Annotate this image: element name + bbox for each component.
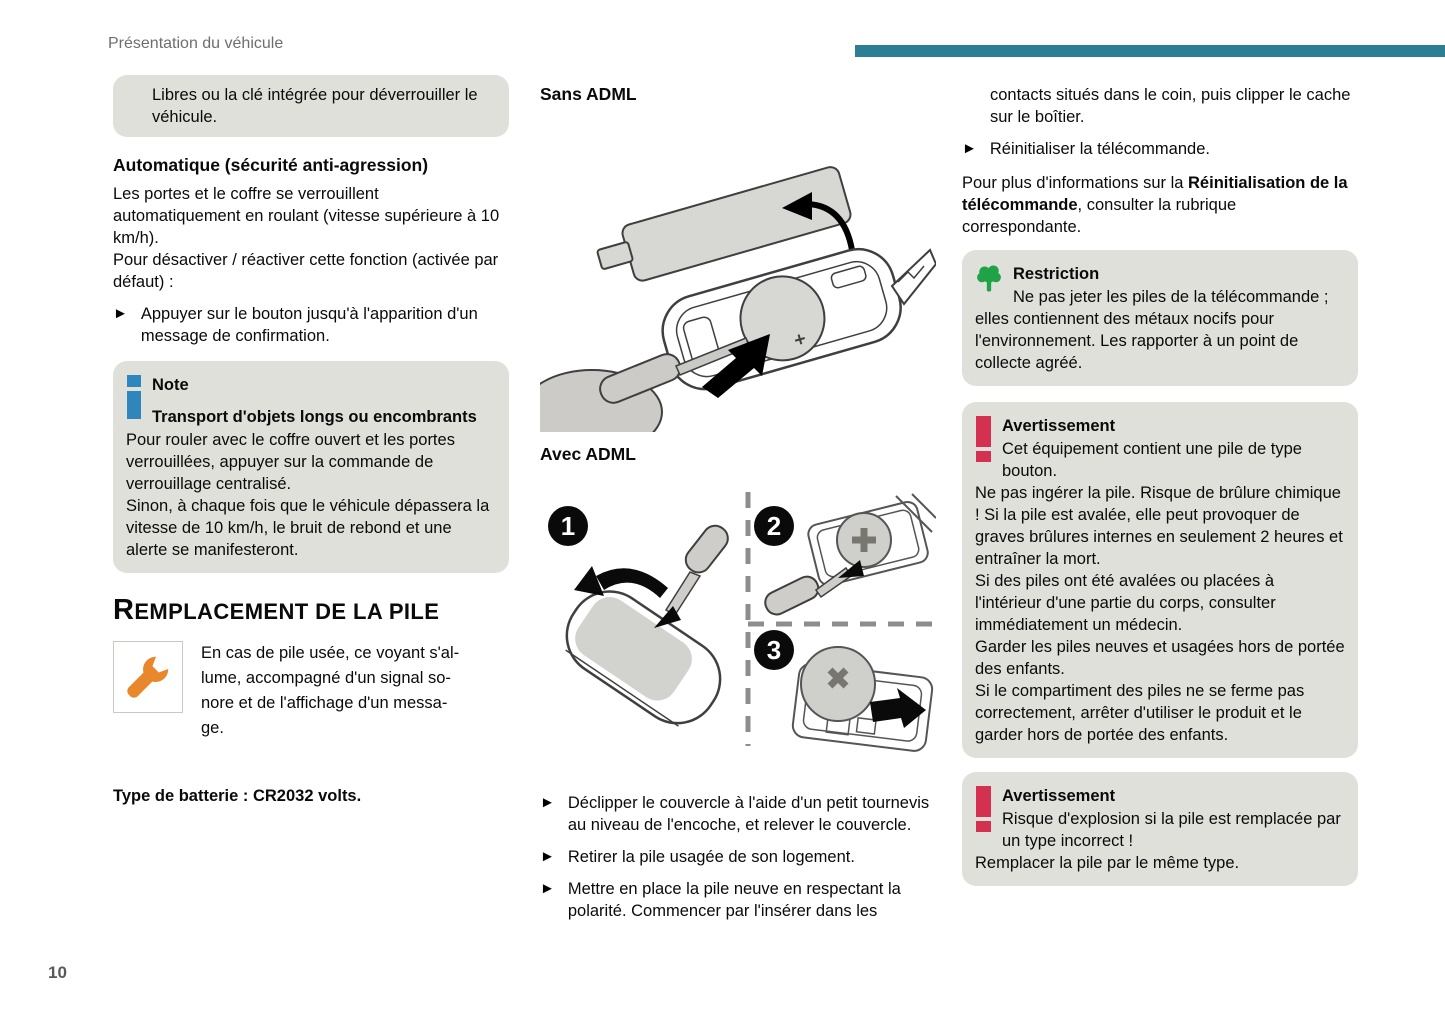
step-2-panel (754, 494, 936, 618)
arrow-bullet-icon: ► (540, 794, 555, 811)
text-line: En cas de pile usée, ce voyant s'al- (201, 644, 460, 662)
step-number: 1 (560, 511, 576, 541)
warning-exclamation-icon (976, 786, 991, 832)
restriction-title: Restriction (1013, 265, 1100, 283)
warning-title: Avertissement (1002, 787, 1116, 805)
text-line: ge. (201, 719, 224, 737)
warning-paragraph: Si des piles ont été avalées ou placées à l'intérieur d'une partie du corps, consulter immédiatement un médecin. (975, 572, 1276, 634)
note-title: Note (152, 376, 189, 394)
list-item (540, 792, 936, 836)
list-item (540, 846, 936, 868)
note-paragraph-2: Sinon, à chaque fois que le véhicule dépassera la vitesse de 10 km/h, le bruit de rebond et une alerte se manifesteront. (126, 497, 490, 559)
note-paragraph-1: Pour rouler avec le coffre ouvert et les portes verrouillées, appuyer sur la commande de verrouillage centralisé. (126, 431, 455, 493)
warning-paragraph: Risque d'explosion si la pile est remplacée par un type incorrect ! (1002, 810, 1341, 850)
note-box (113, 361, 509, 573)
instruction-list (540, 792, 936, 922)
text-line: nore et de l'affichage d'un messa- (201, 694, 448, 712)
step-number: 2 (766, 511, 782, 541)
list-item (540, 878, 936, 922)
page-header: Présentation du véhicule (108, 35, 284, 52)
avec-adml-heading: Avec ADML (540, 444, 636, 464)
warning-paragraph: Ne pas ingérer la pile. Risque de brûlure chimique ! Si la pile est avalée, elle peut provoquer de graves brûlures internes en seulement 2 heures et entraîner la mort. (975, 484, 1343, 568)
key-fob-battery-illustration (540, 122, 936, 432)
service-indicator-text (201, 641, 509, 741)
warning-paragraph: Remplacer la pile par le même type. (975, 854, 1240, 872)
warning-paragraph: Garder les piles neuves et usagées hors de portée des enfants. (975, 638, 1345, 678)
warning-exclamation-icon (976, 416, 991, 462)
arrow-bullet-icon: ► (113, 305, 128, 322)
bullet-text: Appuyer sur le bouton jusqu'à l'apparition d'un message de confirmation. (140, 305, 478, 345)
text-segment: Pour plus d'informations sur la (962, 174, 1189, 192)
step-number: 3 (766, 635, 782, 665)
bullet-text: Retirer la pile usagée de son logement. (567, 848, 855, 866)
reinit-paragraph (962, 172, 1358, 238)
bullet-text: Mettre en place la pile neuve en respectant la polarité. Commencer par l'insérer dans les (567, 880, 901, 920)
automatic-heading: Automatique (sécurité anti-agression) (113, 155, 429, 175)
arrow-bullet-icon: ► (540, 880, 555, 897)
middle-column (540, 82, 936, 922)
note-subtitle: Transport d'objets longs ou encombrants (152, 408, 477, 426)
battery-section-heading: REMPLACEMENT DE LA PILE (113, 594, 440, 626)
automatic-paragraph-2: Pour désactiver / réactiver cette fonction (activée par défaut) : (113, 251, 499, 291)
restriction-body: Ne pas jeter les piles de la télécommande ; elles contiennent des métaux nocifs pour l'environnement. Les rapporter à un point de collecte agréé. (975, 288, 1329, 372)
step-3-panel (754, 630, 933, 752)
tree-icon (976, 264, 1002, 300)
screwdriver-small (681, 521, 733, 577)
bold-reference: Réinitialisation de la télécommande (962, 174, 1348, 214)
list-item (962, 138, 1358, 160)
step-1-panel (548, 506, 736, 739)
list-item (113, 303, 509, 347)
carryover-text: Libres ou la clé intégrée pour déverrouiller le véhicule. (152, 86, 478, 126)
info-icon (127, 375, 141, 419)
bullet-text: Déclipper le couvercle à l'aide d'un petit tournevis au niveau de l'encoche, et relever le couvercle. (567, 794, 930, 834)
battery-type-text: Type de batterie : CR2032 volts. (113, 787, 362, 805)
header-accent-bar (855, 45, 1445, 57)
carryover-box (113, 75, 509, 137)
page-number: 10 (48, 963, 67, 982)
text-segment: , consulter la rubrique correspondante. (962, 196, 1237, 236)
bullet-text: Réinitialiser la télécommande. (989, 140, 1210, 158)
warning-box-1 (962, 402, 1358, 758)
warning-title: Avertissement (1002, 417, 1116, 435)
sans-adml-heading: Sans ADML (540, 84, 637, 104)
adml-steps-illustration (540, 488, 936, 752)
restriction-box (962, 250, 1358, 386)
text-line: lume, accompagné d'un signal so- (201, 669, 451, 687)
warning-paragraph: Cet équipement contient une pile de type bouton. (1002, 440, 1302, 480)
arrow-bullet-icon: ► (540, 848, 555, 865)
warning-box-2 (962, 772, 1358, 886)
key-blade (892, 250, 936, 304)
arrow-bullet-icon: ► (962, 140, 977, 157)
left-column (113, 75, 509, 807)
carryover-text: contacts situés dans le coin, puis clipper le cache sur le boîtier. (990, 86, 1351, 126)
battery (801, 647, 875, 721)
service-indicator-row (113, 641, 509, 741)
automatic-paragraph-1: Les portes et le coffre se verrouillent automatiquement en roulant (vitesse supérieure à 10 km/h). (113, 185, 500, 247)
right-column (962, 84, 1358, 886)
wrench-icon (113, 641, 183, 713)
warning-paragraph: Si le compartiment des piles ne se ferme pas correctement, arrêter d'utiliser le produit et le garder hors de portée des enfants. (975, 682, 1305, 744)
